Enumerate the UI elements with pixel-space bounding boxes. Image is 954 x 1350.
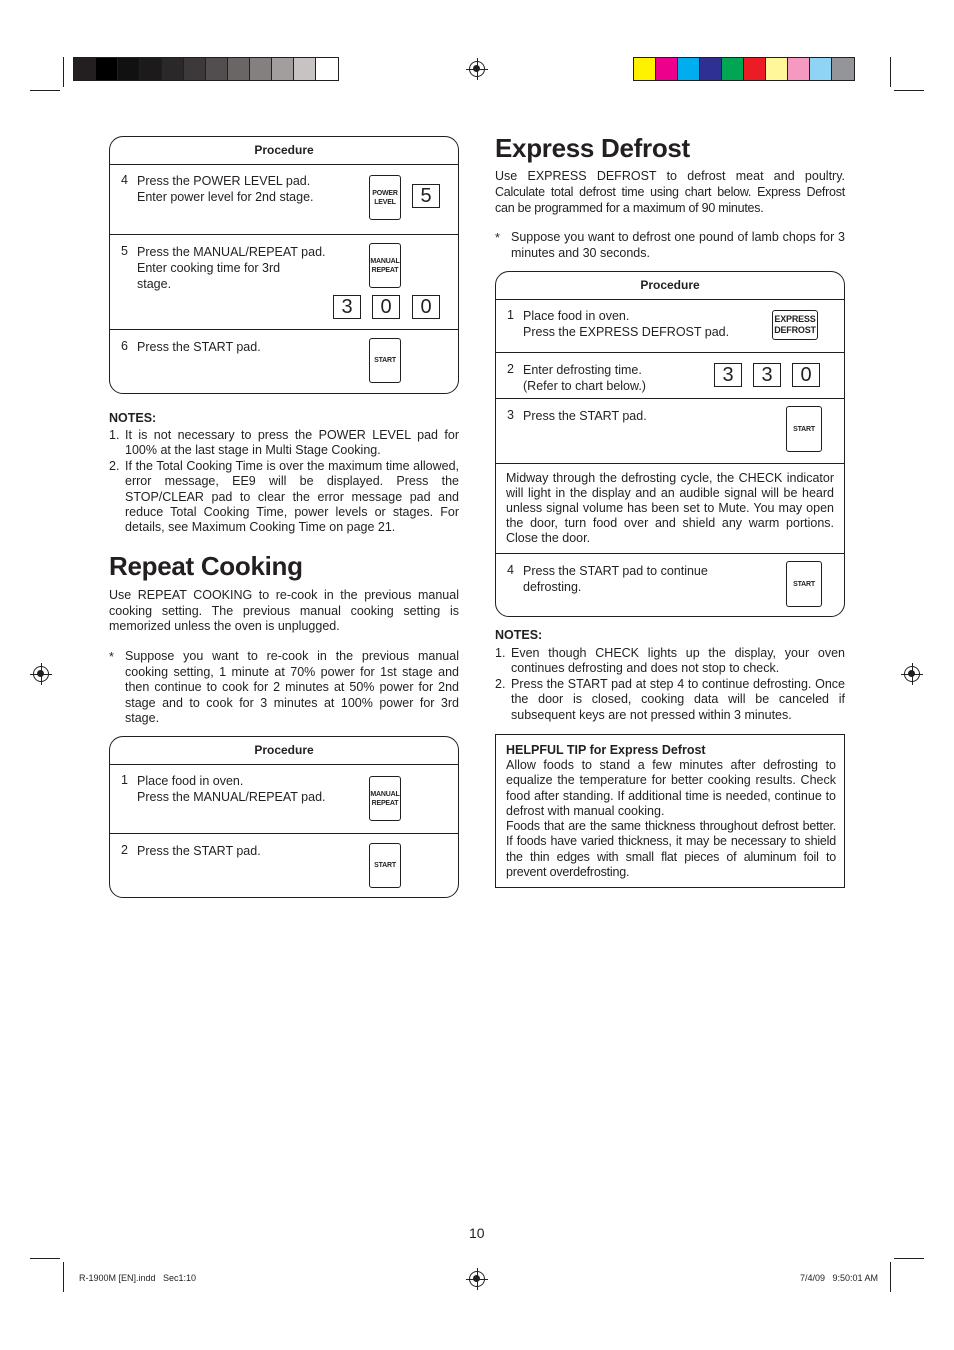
- step-number: 3: [507, 408, 514, 422]
- color-swatch: [810, 58, 832, 80]
- registration-mark-icon: [904, 666, 920, 682]
- grayscale-color-bar: [73, 57, 339, 81]
- procedure-step: [496, 398, 844, 463]
- footer-date-info: 7/4/09 9:50:01 AM: [800, 1273, 879, 1283]
- color-swatch: [832, 58, 854, 80]
- note-number: 1.: [495, 646, 506, 660]
- start-pad[interactable]: START: [786, 561, 822, 607]
- start-pad[interactable]: START: [369, 843, 401, 888]
- procedure-step: [496, 299, 844, 352]
- color-swatch: [294, 58, 316, 80]
- note-item: [109, 428, 459, 459]
- crop-mark: [63, 1262, 64, 1292]
- procedure-header: Procedure: [496, 272, 844, 300]
- crop-mark: [890, 1262, 891, 1292]
- express-defrost-title: Express Defrost: [495, 133, 690, 163]
- express-defrost-intro-2: Calculate total defrost time using chart below. Express Defrost can be programmed for a maximum of 90 minutes.: [495, 185, 845, 215]
- step-text: Press the START pad.: [137, 844, 261, 858]
- procedure-step-check: [496, 463, 844, 553]
- procedure-step: [110, 164, 458, 234]
- tip-text: Allow foods to stand a few minutes after defrosting to equalize the temperature for better cooking results. Check food after standing. If additional time is needed, continue to defrost with manual cooking.: [506, 758, 836, 818]
- manual-repeat-pad[interactable]: MANUAL REPEAT: [369, 243, 401, 288]
- procedure-box-defrost: [495, 271, 845, 617]
- display-digit: 0: [792, 363, 820, 387]
- note-item: [495, 677, 845, 723]
- step-text: Press the START pad to continue defrosting.: [523, 564, 708, 594]
- helpful-tip-box: [495, 734, 845, 888]
- step-text: Press the POWER LEVEL pad. Enter power level for 2nd stage.: [137, 174, 314, 204]
- step-number: 4: [507, 563, 514, 577]
- step-number: 2: [507, 362, 514, 376]
- display-digit: 0: [412, 295, 440, 319]
- display-digit: 3: [333, 295, 361, 319]
- procedure-box-repeat: [109, 736, 459, 898]
- crop-mark: [894, 90, 924, 91]
- notes-heading: NOTES:: [495, 628, 543, 642]
- start-pad[interactable]: START: [369, 338, 401, 383]
- display-digit: 3: [714, 363, 742, 387]
- check-midway-text: Midway through the defrosting cycle, the CHECK indicator will light in the display and an audible signal will be heard unless signal volume has been set to Mute. You may open the door, turn food over and shield any warm portions. Close the door.: [506, 471, 834, 545]
- note-item: [109, 459, 459, 535]
- step-number: 2: [121, 843, 128, 857]
- procedure-step: [496, 352, 844, 398]
- note-text: Press the START pad at step 4 to continue defrosting. Once the door is closed, cooking data will be canceled if subsequent keys are not pressed within 3 minutes.: [511, 677, 845, 722]
- color-swatch: [656, 58, 678, 80]
- page-number: 10: [469, 1225, 485, 1241]
- step-number: 6: [121, 339, 128, 353]
- note-text: It is not necessary to press the POWER LEVEL pad for 100% at the last stage in Multi Stage Cooking.: [125, 428, 459, 458]
- procedure-box-power-level: [109, 136, 459, 394]
- registration-mark-icon: [469, 1271, 485, 1287]
- color-swatch: [162, 58, 184, 80]
- start-pad[interactable]: START: [786, 406, 822, 452]
- procedure-step: [110, 234, 458, 329]
- step-number: 1: [507, 308, 514, 322]
- notes-heading: NOTES:: [109, 411, 157, 425]
- color-swatch: [744, 58, 766, 80]
- footer-file-info: R-1900M [EN].indd Sec1:10: [79, 1273, 197, 1283]
- example-marker: *: [495, 231, 500, 245]
- express-defrost-intro: Use EXPRESS DEFROST to defrost meat and poultry.: [495, 169, 845, 183]
- step-number: 5: [121, 244, 128, 258]
- registration-mark-icon: [469, 61, 485, 77]
- procedure-header: Procedure: [110, 137, 458, 165]
- step-text: Press the START pad.: [137, 340, 261, 354]
- color-swatch: [228, 58, 250, 80]
- procedure-step: [110, 833, 458, 897]
- power-level-pad[interactable]: POWER LEVEL: [369, 175, 401, 220]
- tip-text-2: Foods that are the same thickness throughout defrost better. If foods have varied thickness, it may be necessary to shield the thin edges with small flat pieces of aluminum foil to prevent overdefrosting.: [506, 819, 836, 879]
- color-swatch: [206, 58, 228, 80]
- note-number: 2.: [495, 677, 506, 691]
- color-swatch: [140, 58, 162, 80]
- procedure-header: Procedure: [110, 737, 458, 765]
- express-defrost-pad[interactable]: EXPRESS DEFROST: [772, 310, 818, 340]
- example-marker: *: [109, 650, 114, 664]
- color-swatch: [250, 58, 272, 80]
- crop-mark: [30, 90, 60, 91]
- step-number: 4: [121, 173, 128, 187]
- crop-mark: [890, 57, 891, 87]
- color-swatch: [96, 58, 118, 80]
- procedure-step: [110, 764, 458, 833]
- step-text: Press the MANUAL/REPEAT pad. Enter cooking time for 3rd stage.: [137, 245, 326, 291]
- crop-mark: [30, 1258, 60, 1259]
- color-swatch: [74, 58, 96, 80]
- step-text: Press the START pad.: [523, 409, 647, 423]
- step-number: 1: [121, 773, 128, 787]
- step-text: Enter defrosting time. (Refer to chart below.): [523, 363, 646, 393]
- color-swatch: [678, 58, 700, 80]
- note-item: [495, 646, 845, 677]
- color-swatch: [118, 58, 140, 80]
- process-color-bar: [633, 57, 855, 81]
- color-swatch: [722, 58, 744, 80]
- step-text: Place food in oven. Press the EXPRESS DEFROST pad.: [523, 309, 730, 339]
- tip-heading: HELPFUL TIP for Express Defrost: [506, 743, 706, 757]
- display-digit: 0: [372, 295, 400, 319]
- repeat-cooking-title: Repeat Cooking: [109, 551, 303, 581]
- note-number: 1.: [109, 428, 120, 442]
- manual-repeat-pad[interactable]: MANUAL REPEAT: [369, 776, 401, 821]
- repeat-intro: Use REPEAT COOKING to re-cook in the previous manual cooking setting. The previous manual cooking setting is memorized unless the oven is unplugged.: [109, 588, 459, 633]
- crop-mark: [894, 1258, 924, 1259]
- display-digit: 3: [753, 363, 781, 387]
- defrost-example: Suppose you want to defrost one pound of lamb chops for 3 minutes and 30 seconds.: [511, 230, 845, 260]
- display-digit: 5: [412, 184, 440, 208]
- procedure-step: [110, 329, 458, 393]
- repeat-example: Suppose you want to re-cook in the previous manual cooking setting, 1 minute at 70% power for 1st stage and then continue to cook for 2 minutes at 50% power for 2nd stage and to cook for 3 minutes at 100% power for 3rd stage.: [125, 649, 459, 725]
- color-swatch: [272, 58, 294, 80]
- note-text: Even though CHECK lights up the display, your oven continues defrosting and does not stop to check.: [511, 646, 845, 676]
- step-text: Place food in oven. Press the MANUAL/REPEAT pad.: [137, 774, 326, 804]
- crop-mark: [63, 57, 64, 87]
- color-swatch: [700, 58, 722, 80]
- color-swatch: [634, 58, 656, 80]
- color-swatch: [788, 58, 810, 80]
- color-swatch: [316, 58, 338, 80]
- color-swatch: [184, 58, 206, 80]
- procedure-step: [496, 553, 844, 616]
- note-text: If the Total Cooking Time is over the maximum time allowed, error message, EE9 will be displayed. Press the STOP/CLEAR pad to clear the error message pad and reduce Total Cooking Time, power levels or stages. For details, see Maximum Cooking Time on page 21.: [125, 459, 459, 535]
- registration-mark-icon: [33, 666, 49, 682]
- note-number: 2.: [109, 459, 120, 473]
- color-swatch: [766, 58, 788, 80]
